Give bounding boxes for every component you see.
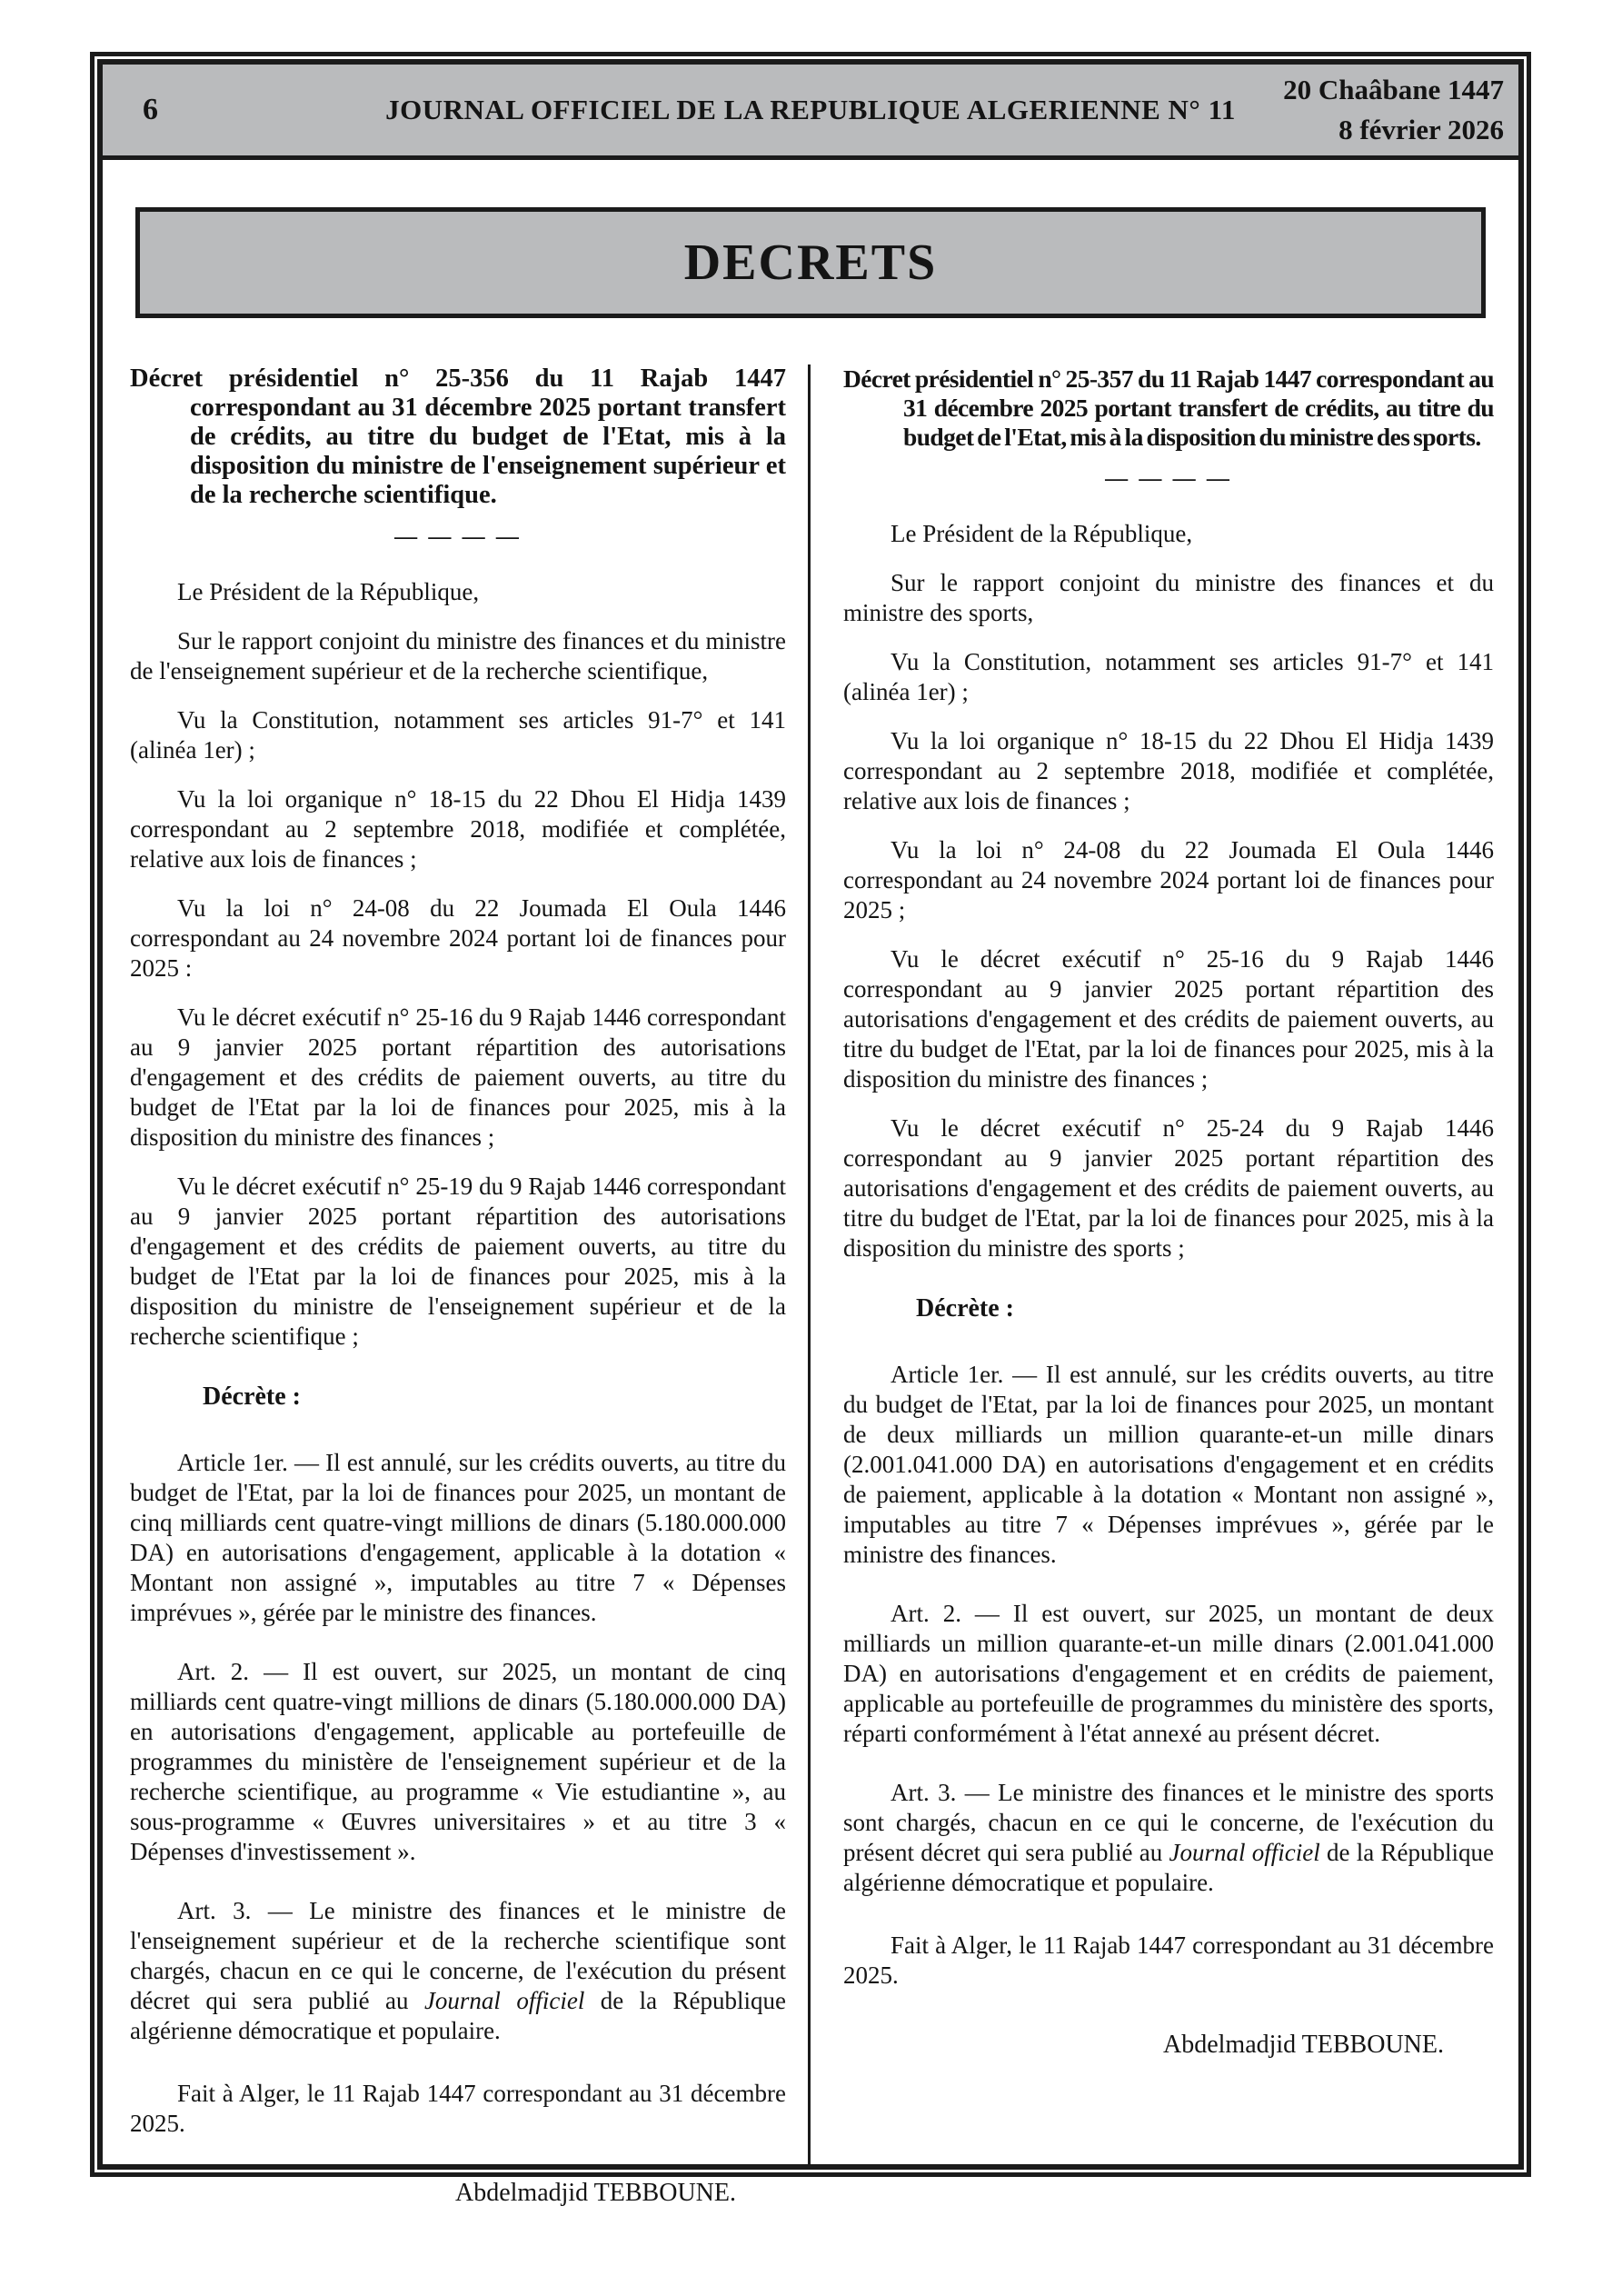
article-2-left: Art. 2. — Il est ouvert, sur 2025, un montant de cinq milliards cent quatre-vingt millions de dinars (5.180.000.000 DA) en autorisations d'engagement, applicable au portefeuille de programmes du ministère de l'enseignement supérieur et de la recherche scientifique, au programme « Vie estudiantine », au sous-programme « Œuvres universitaires » et au titre 3 « Dépenses d'investissement ». <box>130 1658 786 1865</box>
article-3-right <box>843 1778 1494 1898</box>
paragraph: Sur le rapport conjoint du ministre des finances et du ministre des sports, <box>843 569 1494 626</box>
decree-title-right: Décret présidentiel n° 25-357 du 11 Rajab 1447 correspondant au 31 décembre 2025 portant transfert de crédits, au titre du budget de l'Etat, mis à la disposition du ministre des sports. <box>843 364 1494 451</box>
section-banner <box>135 207 1486 318</box>
page-frame-inner <box>97 59 1524 2207</box>
paragraph: Vu la loi n° 24-08 du 22 Joumada El Oula 1446 correspondant au 24 novembre 2024 portant loi de finances pour 2025 ; <box>843 836 1494 923</box>
decree-heading-left: Décrète : <box>203 1383 302 1411</box>
signature-right: Abdelmadjid TEBBOUNE. <box>1162 2031 1444 2059</box>
right-column <box>843 364 1494 2060</box>
paragraph: Vu le décret exécutif n° 25-16 du 9 Rajab 1446 correspondant au 9 janvier 2025 portant répartition des autorisations d'engagement et des crédits de paiement ouverts, au titre du budget de l'Etat, par la loi de finances pour 2025, mis à la disposition du ministre des finances ; <box>843 945 1494 1093</box>
article-3-right-text: Art. 3. — Le ministre des finances et le ministre des sports sont chargés, chacun en ce qui le concerne, de l'exécution du présent décret qui sera publié au <box>843 1779 1494 1866</box>
journal-officiel-italic: Journal officiel <box>423 1987 585 2014</box>
journal-title: JOURNAL OFFICIEL DE LA REPUBLIQUE ALGERIENNE N° 11 <box>385 94 1236 125</box>
paragraph: Vu le décret exécutif n° 25-16 du 9 Rajab 1446 correspondant au 9 janvier 2025 portant répartition des autorisations d'engagement et des crédits de paiement ouverts, au titre du budget de l'Etat par la loi de finances pour 2025, mis à la disposition du ministre des finances ; <box>130 1003 786 1151</box>
decree-title-left: Décret présidentiel n° 25-356 du 11 Rajab 1447 correspondant au 31 décembre 2025 portant transfert de crédits, au titre du budget de l'Etat, mis à la disposition du ministre de l'enseignement supérieur et de la recherche scientifique. <box>130 364 786 509</box>
paragraph: Le Président de la République, <box>177 578 480 605</box>
paragraph: Vu la Constitution, notamment ses articles 91-7° et 141 (alinéa 1er) ; <box>843 648 1494 705</box>
title-separator-left: — — — — <box>394 524 522 549</box>
column-divider <box>808 364 811 2164</box>
issue-date-hijri: 20 Chaâbane 1447 <box>1283 74 1504 105</box>
paragraph: Le Président de la République, <box>891 520 1193 547</box>
paragraph: Vu la loi n° 24-08 du 22 Joumada El Oula 1446 correspondant au 24 novembre 2024 portant loi de finances pour 2025 : <box>130 894 786 982</box>
page-frame <box>90 52 1531 2207</box>
issue-dates <box>1283 70 1504 150</box>
paragraph: Vu la Constitution, notamment ses articles 91-7° et 141 (alinéa 1er) ; <box>130 706 786 764</box>
decree-heading-right: Décrète : <box>916 1294 1015 1323</box>
article-1-left: Article 1er. — Il est annulé, sur les crédits ouverts, au titre du budget de l'Etat, par la loi de finances pour 2025, un montant de cinq milliards cent quatre-vingt millions de dinars (5.180.000.000 DA) en autorisations d'engagement, applicable à la dotation « Montant non assigné », imputables au titre 7 « Dépenses imprévues », gérée par le ministre des finances. <box>130 1449 786 1626</box>
page-header <box>103 65 1518 160</box>
article-3-left <box>130 1896 786 2046</box>
journal-officiel-italic: Journal officiel <box>1169 1839 1320 1866</box>
article-2-right: Art. 2. — Il est ouvert, sur 2025, un montant de deux milliards un million quarante-et-un mille dinars (2.001.041.000 DA) en autorisations d'engagement et en crédits de paiement, applicable au portefeuille de programmes du ministère des sports, réparti conformément à l'état annexé au présent décret. <box>843 1600 1494 1747</box>
paragraph: Vu le décret exécutif n° 25-19 du 9 Rajab 1446 correspondant au 9 janvier 2025 portant répartition des autorisations d'engagement et des crédits de paiement ouverts, au titre du budget de l'Etat par la loi de finances pour 2025, mis à la disposition du ministre de l'enseignement supérieur et de la recherche scientifique ; <box>130 1173 786 1350</box>
paragraph: Vu le décret exécutif n° 25-24 du 9 Rajab 1446 correspondant au 9 janvier 2025 portant répartition des autorisations d'engagement et des crédits de paiement ouverts, au titre du budget de l'Etat, par la loi de finances pour 2025, mis à la disposition du ministre des sports ; <box>843 1114 1494 1262</box>
page-number: 6 <box>143 93 158 126</box>
section-title: DECRETS <box>683 235 938 291</box>
article-3-right-tail: de la République algérienne démocratique et populaire. <box>843 1839 1494 1896</box>
paragraph: Vu la loi organique n° 18-15 du 22 Dhou El Hidja 1439 correspondant au 2 septembre 2018, modifiée et complétée, relative aux lois de finances ; <box>130 785 786 873</box>
closing-line-right: Fait à Alger, le 11 Rajab 1447 correspondant au 31 décembre 2025. <box>843 1932 1494 1989</box>
closing-line-left: Fait à Alger, le 11 Rajab 1447 correspondant au 31 décembre 2025. <box>130 2080 786 2137</box>
paragraph: Vu la loi organique n° 18-15 du 22 Dhou El Hidja 1439 correspondant au 2 septembre 2018, modifiée et complétée, relative aux lois de finances ; <box>843 727 1494 814</box>
article-3-left-tail: de la République algérienne démocratique et populaire. <box>130 1987 787 2044</box>
issue-date-gregorian: 8 février 2026 <box>1338 114 1504 145</box>
article-3-left-text: Art. 3. — Le ministre des finances et le ministre de l'enseignement supérieur et de la recherche scientifique sont chargés, chacun en ce qui le concerne, de l'exécution du présent décret qui sera publié au <box>130 1897 786 2014</box>
article-1-right: Article 1er. — Il est annulé, sur les crédits ouverts, au titre du budget de l'Etat, par la loi de finances pour 2025, un montant de deux milliards un million quarante-et-un mille dinars (2.001.041.000 DA) en autorisations d'engagement et en crédits de paiement, applicable à la dotation « Montant non assigné », imputables au titre 7 « Dépenses imprévues », gérée par le ministre des finances. <box>843 1361 1494 1568</box>
left-column <box>130 364 786 2208</box>
signature-left: Abdelmadjid TEBBOUNE. <box>454 2179 736 2207</box>
title-separator-right: — — — — <box>1105 466 1232 491</box>
paragraph: Sur le rapport conjoint du ministre des finances et du ministre de l'enseignement supérieur et de la recherche scientifique, <box>130 627 786 684</box>
